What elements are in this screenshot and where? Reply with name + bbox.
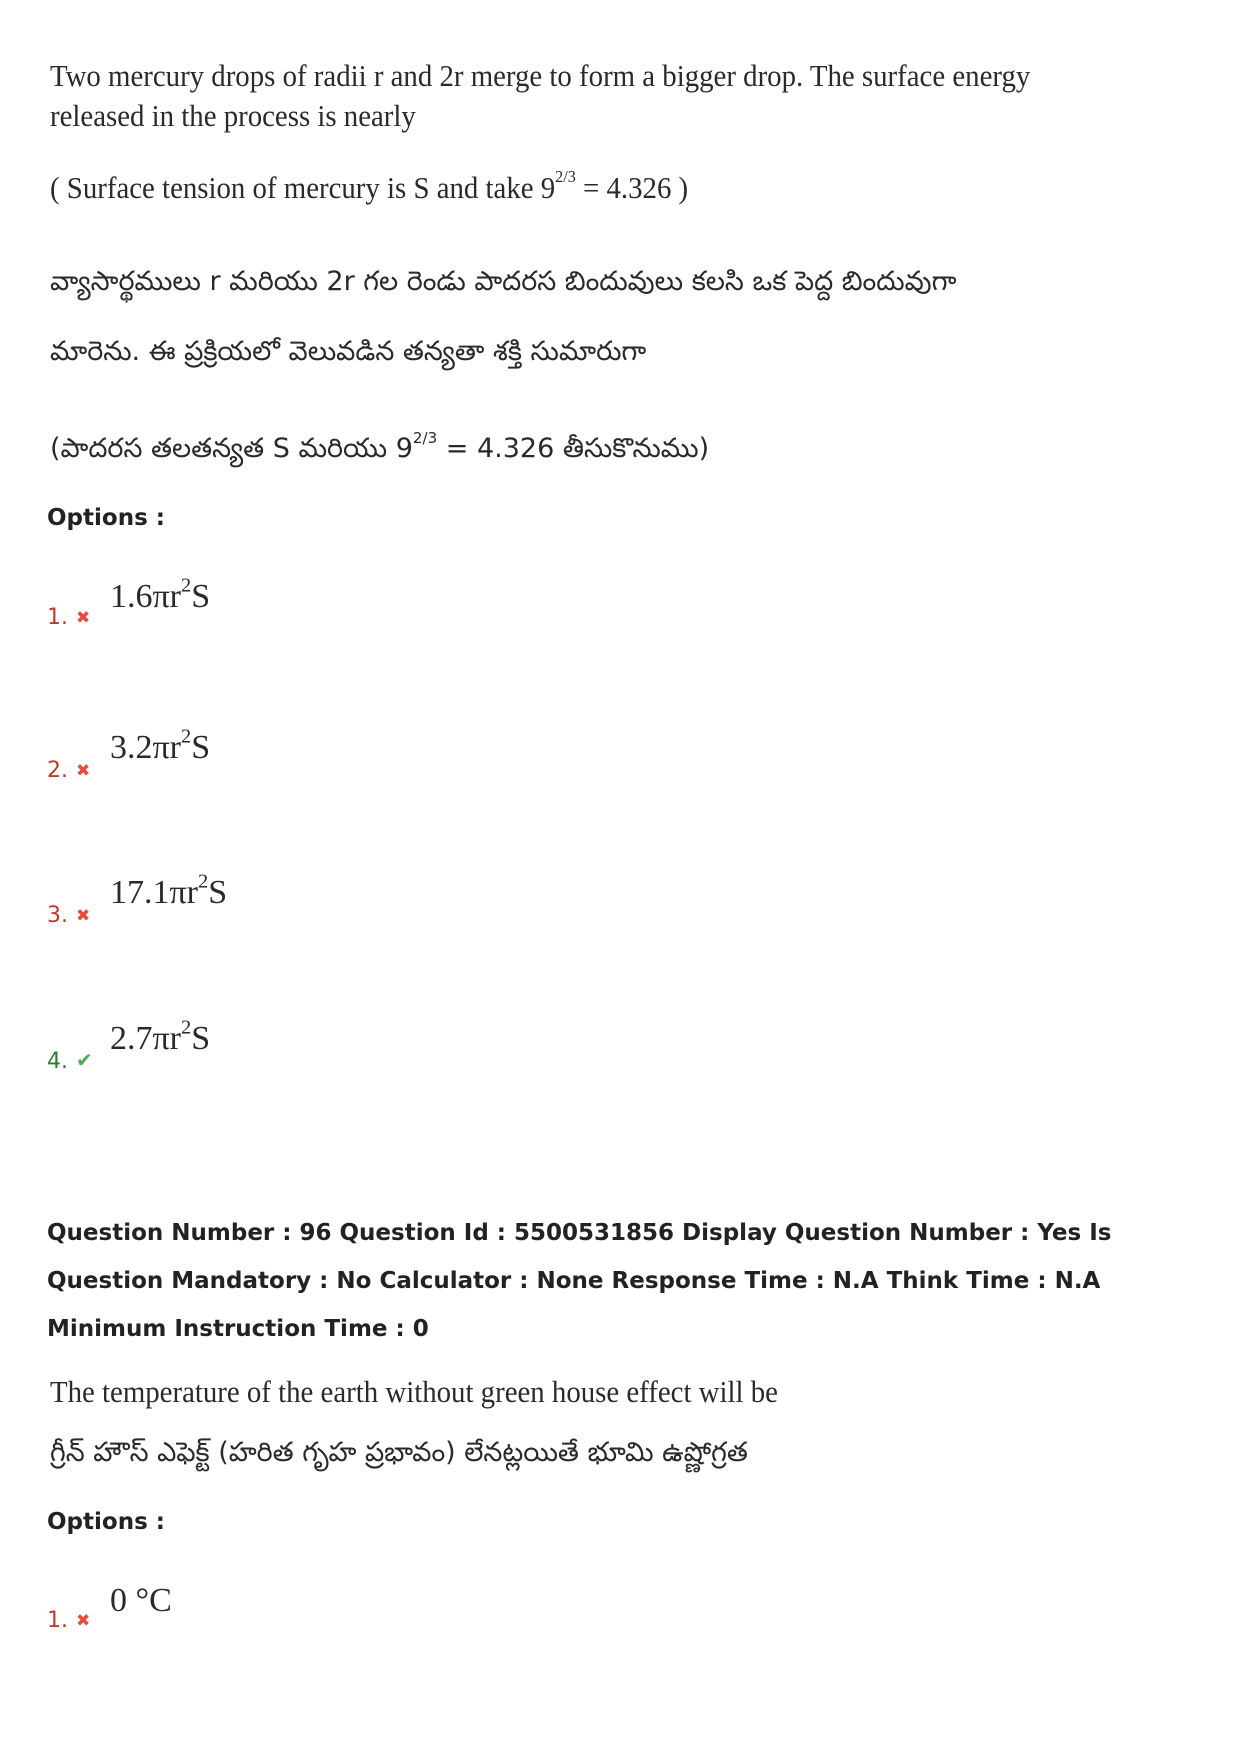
option-number (47, 758, 90, 783)
note-close: = 4.326 ) (575, 170, 689, 205)
cross-icon: ✖ (76, 761, 91, 781)
option-number-text: 4. (47, 1049, 68, 1074)
option-number-text: 1. (47, 1608, 68, 1633)
option-number-text: 3. (47, 903, 68, 928)
question-96-telugu: గ్రీన్ హౌస్ ఎఫెక్ట్ (హరిత గృహ ప్రభావం) లేనట్లయితే భూమి ఉష్ణోగ్రత (50, 1437, 748, 1468)
option-number (47, 903, 90, 928)
option-exponent: 2 (181, 725, 192, 748)
option-number (47, 1048, 93, 1074)
cross-icon: ✖ (76, 906, 91, 926)
question-95-telugu-line1: వ్యాసార్థములు r మరియు 2r గల రెండు పాదరస బిందువులు కలసి ఒక పెద్ద బిందువుగా (50, 266, 957, 297)
question-95-text-line1: Two mercury drops of radii r and 2r merge to form a bigger drop. The surface energy (50, 58, 1031, 93)
cross-icon: ✖ (76, 608, 91, 628)
option-exponent: 2 (181, 1016, 192, 1039)
question-95-text-line2: released in the process is nearly (50, 98, 416, 133)
note-open: ( Surface tension of mercury is S and take 9 (50, 170, 556, 205)
question-95-telugu-note: (పాదరస తలతన్యత S మరియు 92/3 = 4.326 తీసుకొనుము) (50, 429, 710, 464)
option-number (47, 605, 90, 630)
option-number-text: 2. (47, 758, 68, 783)
option-value: 0 °C (110, 1582, 172, 1619)
check-icon: ✔ (76, 1048, 93, 1072)
option-number-text: 1. (47, 605, 68, 630)
option-value (110, 870, 228, 912)
option-unit: S (191, 578, 211, 615)
option-value (110, 574, 211, 616)
cross-icon: ✖ (76, 1611, 91, 1631)
option-coefficient: 2.7πr (110, 1020, 181, 1057)
option-value (110, 1016, 211, 1058)
question-96-text: The temperature of the earth without green house effect will be (50, 1374, 778, 1409)
option-coefficient: 3.2πr (110, 729, 181, 766)
options-label: Options : (47, 505, 165, 531)
question-95-note: ( Surface tension of mercury is S and take 92/3 = 4.326 ) (50, 167, 689, 205)
option-value (110, 725, 211, 767)
option-coefficient: 17.1πr (110, 874, 198, 911)
option-unit: S (191, 1020, 211, 1057)
option-number (47, 1608, 90, 1633)
question-95-telugu-line2: మారెను. ఈ ప్రక్రియలో వెలువడిన తన్యతా శక్తి సుమారుగా (50, 336, 647, 367)
question-96-meta: Question Number : 96 Question Id : 5500531856 Display Question Number : Yes Is Question Mandatory : No Calculator : None Response Time : N.A Think Time : N.A Minimum Instruction Time : 0 (47, 1220, 1112, 1342)
telugu-note-close: = 4.326 తీసుకొనుము) (437, 433, 710, 464)
option-unit: S (208, 874, 228, 911)
option-exponent: 2 (181, 574, 192, 597)
option-exponent: 2 (198, 870, 209, 893)
option-unit: S (191, 729, 211, 766)
options-label: Options : (47, 1509, 165, 1535)
telugu-note-open: (పాదరస తలతన్యత S మరియు 9 (50, 433, 413, 464)
option-coefficient: 1.6πr (110, 578, 181, 615)
